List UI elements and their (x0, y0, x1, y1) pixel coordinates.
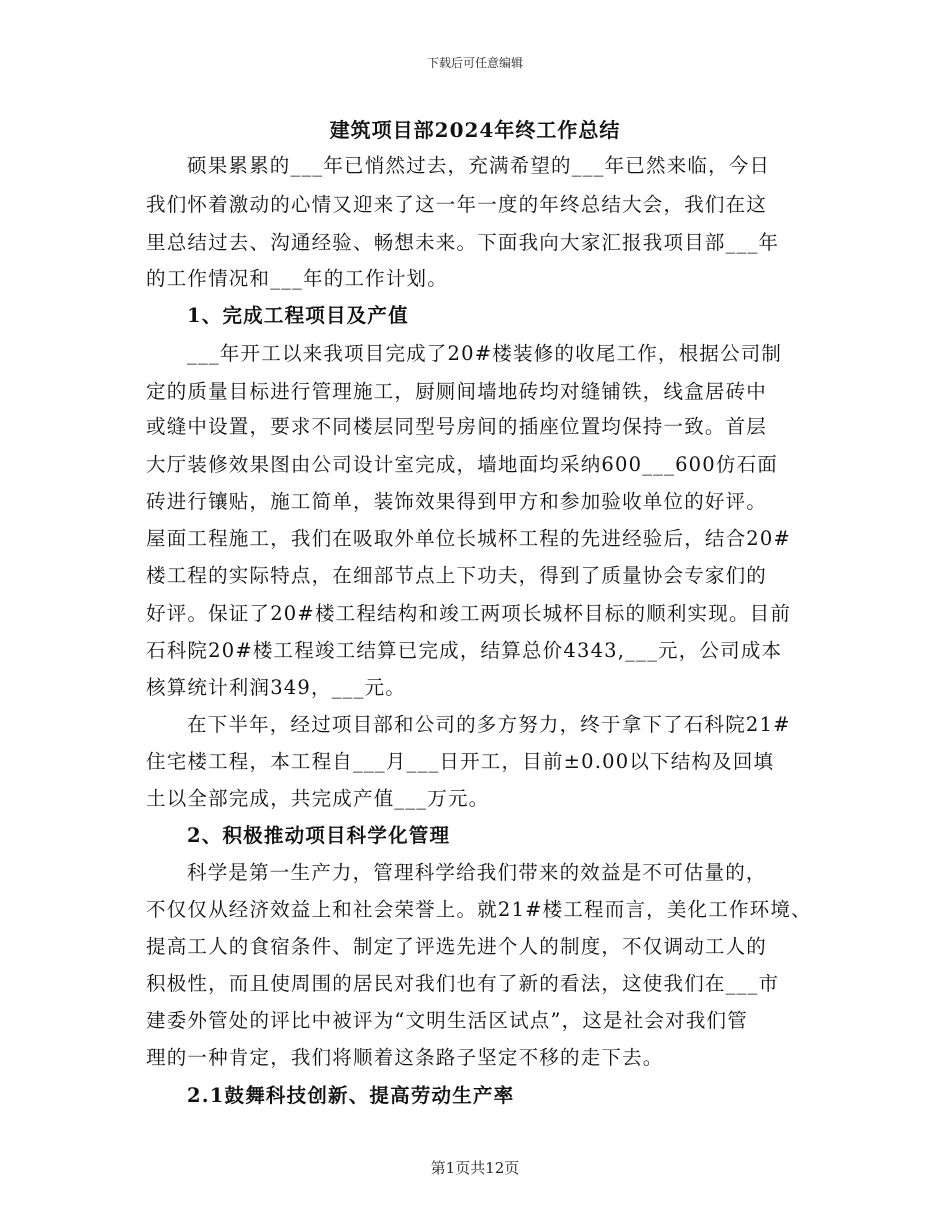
paragraph-line: 楼工程的实际特点，在细部节点上下功夫，得到了质量协会专家们的 (146, 564, 768, 587)
paragraph-line: 我们怀着激动的心情又迎来了这一年一度的年终总结大会，我们在这 (146, 193, 768, 216)
section-heading: 1、完成工程项目及产值 (187, 304, 409, 327)
section-heading: 2.1鼓舞科技创新、提高劳动生产率 (187, 1084, 515, 1107)
paragraph-line: 好评。保证了20#楼工程结构和竣工两项长城杯目标的顺利实现。目前 (146, 602, 792, 625)
header-note: 下载后可任意编辑 (426, 56, 523, 70)
paragraph-line: 或缝中设置，要求不同楼层同型号房间的插座位置均保持一致。首层 (146, 415, 768, 438)
section-heading: 2、积极推动项目科学化管理 (187, 824, 451, 847)
paragraph-line: 的工作情况和___年的工作计划。 (146, 267, 448, 290)
paragraph-line: ___年开工以来我项目完成了20#楼装修的收尾工作，根据公司制 (187, 342, 783, 365)
paragraph-line: 砖进行镶贴，施工简单，装饰效果得到甲方和参加验收单位的好评。 (146, 490, 768, 513)
paragraph-line: 理的一种肯定，我们将顺着这条路子坚定不移的走下去。 (146, 1046, 664, 1069)
paragraph-line: 里总结过去、沟通经验、畅想未来。下面我向大家汇报我项目部___年 (146, 231, 780, 254)
document-title: 建筑项目部2024年终工作总结 (329, 118, 621, 142)
paragraph-line: 在下半年，经过项目部和公司的多方努力，终于拿下了石科院21# (187, 713, 791, 736)
paragraph-line: 不仅仅从经济效益上和社会荣誉上。就21#楼工程而言，美化工作环境、 (146, 898, 812, 921)
paragraph-line: 屋面工程施工，我们在吸取外单位长城杯工程的先进经验后，结合20# (146, 527, 792, 550)
paragraph-line: 科学是第一生产力，管理科学给我们带来的效益是不可估量的， (187, 861, 767, 884)
paragraph-line: 土以全部完成，共完成产值___万元。 (146, 787, 490, 810)
paragraph-line: 核算统计利润349，___元。 (146, 676, 406, 699)
paragraph-line: 建委外管处的评比中被评为“文明生活区试点”，这是社会对我们管 (146, 1009, 748, 1032)
paragraph-line: 石科院20#楼工程竣工结算已完成，结算总价4343,___元，公司成本 (146, 639, 783, 662)
paragraph-line: 大厅装修效果图由公司设计室完成，墙地面均采纳600___600仿石面 (146, 453, 778, 476)
paragraph-line: 提高工人的食宿条件、制定了评选先进个人的制度，不仅调动工人的 (146, 935, 768, 958)
paragraph-line: 定的质量目标进行管理施工，厨厕间墙地砖均对缝铺铁，线盒居砖中 (146, 380, 768, 403)
paragraph-line: 积极性，而且使周围的居民对我们也有了新的看法，这使我们在___市 (146, 972, 780, 995)
page-footer: 第1页共12页 (430, 1159, 520, 1177)
paragraph-line: 硕果累累的___年已悄然过去，充满希望的___年已然来临，今日 (187, 154, 771, 177)
paragraph-line: 住宅楼工程，本工程自___月___日开工，目前±0.00以下结构及回填 (146, 750, 775, 773)
